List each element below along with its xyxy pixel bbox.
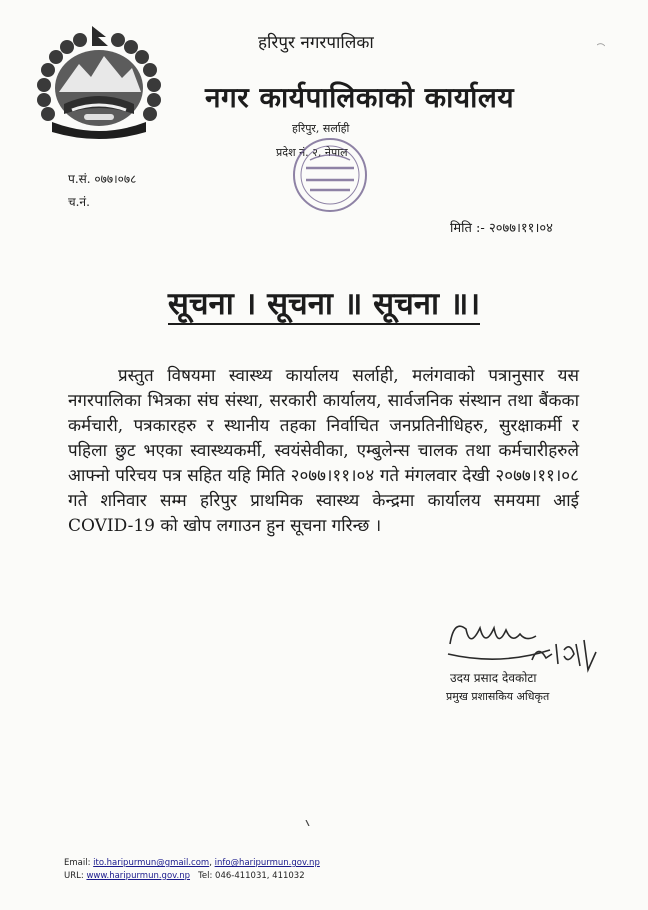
url-label: URL: — [64, 871, 84, 881]
letter-date: मिति :- २०७७।११।०४ — [450, 221, 553, 236]
notice-title-text: सूचना । सूचना ॥ सूचना ॥। — [168, 286, 480, 325]
website-link[interactable]: www.haripurmun.gov.np — [86, 871, 191, 881]
pencil-mark — [597, 42, 605, 48]
reference-number: प.सं. ०७७।०७८ — [68, 172, 137, 186]
email-link-2[interactable]: info@haripurmun.gov.np — [214, 858, 320, 868]
signatory-name: उदय प्रसाद देवकोटा — [450, 671, 537, 685]
notice-title — [0, 282, 648, 324]
nepal-emblem-logo — [34, 22, 164, 140]
email-separator: , — [209, 858, 212, 868]
official-stamp — [270, 120, 385, 220]
dispatch-number: च.नं. — [68, 195, 90, 209]
signatory-title: प्रमुख प्रशासकिय अधिकृत — [446, 690, 550, 703]
address-line-1: हरिपुर, सर्लाही — [292, 122, 350, 135]
ink-speck — [305, 820, 310, 826]
email-link-1[interactable]: ito.haripurmun@gmail.com — [93, 858, 210, 868]
footer-email-line — [64, 858, 320, 868]
email-label: Email: — [64, 858, 91, 868]
telephone-numbers: Tel: 046-411031, 411032 — [198, 871, 305, 881]
footer-url-line — [64, 871, 305, 881]
office-name: नगर कार्यपालिकाको कार्यालय — [205, 81, 515, 114]
municipality-name: हरिपुर नगरपालिका — [258, 33, 374, 53]
notice-body: प्रस्तुत विषयमा स्वास्थ्य कार्यालय सर्लाही, मलंगवाको पत्रानुसार यस नगरपालिका भित्रका संघ संस्था, सरकारी कार्यालय, सार्वजनिक संस्थान तथा बैंकका कर्मचारी, पत्रकारहरु र स्थानीय तहका निर्वाचित जनप्रतिनीधिहरु, सुरक्षाकर्मी र पहिला छुट भएका स्वास्थ्यकर्मी, स्वयंसेवीका, एम्बुलेन्स चालक तथा कर्मचारीहरुले आफ्नो परिचय पत्र सहित यहि मिति २०७७।११।०४ गते मंगलवार देखी २०७७।११।०८ गते शनिवार सम्म हरिपुर प्राथमिक स्वास्थ्य केन्द्रमा कार्यालय समयमा आई COVID-19 को खोप लगाउन हुन सूचना गरिन्छ । — [68, 366, 579, 536]
address-line-2: प्रदेश नं. २, नेपाल — [276, 146, 348, 159]
